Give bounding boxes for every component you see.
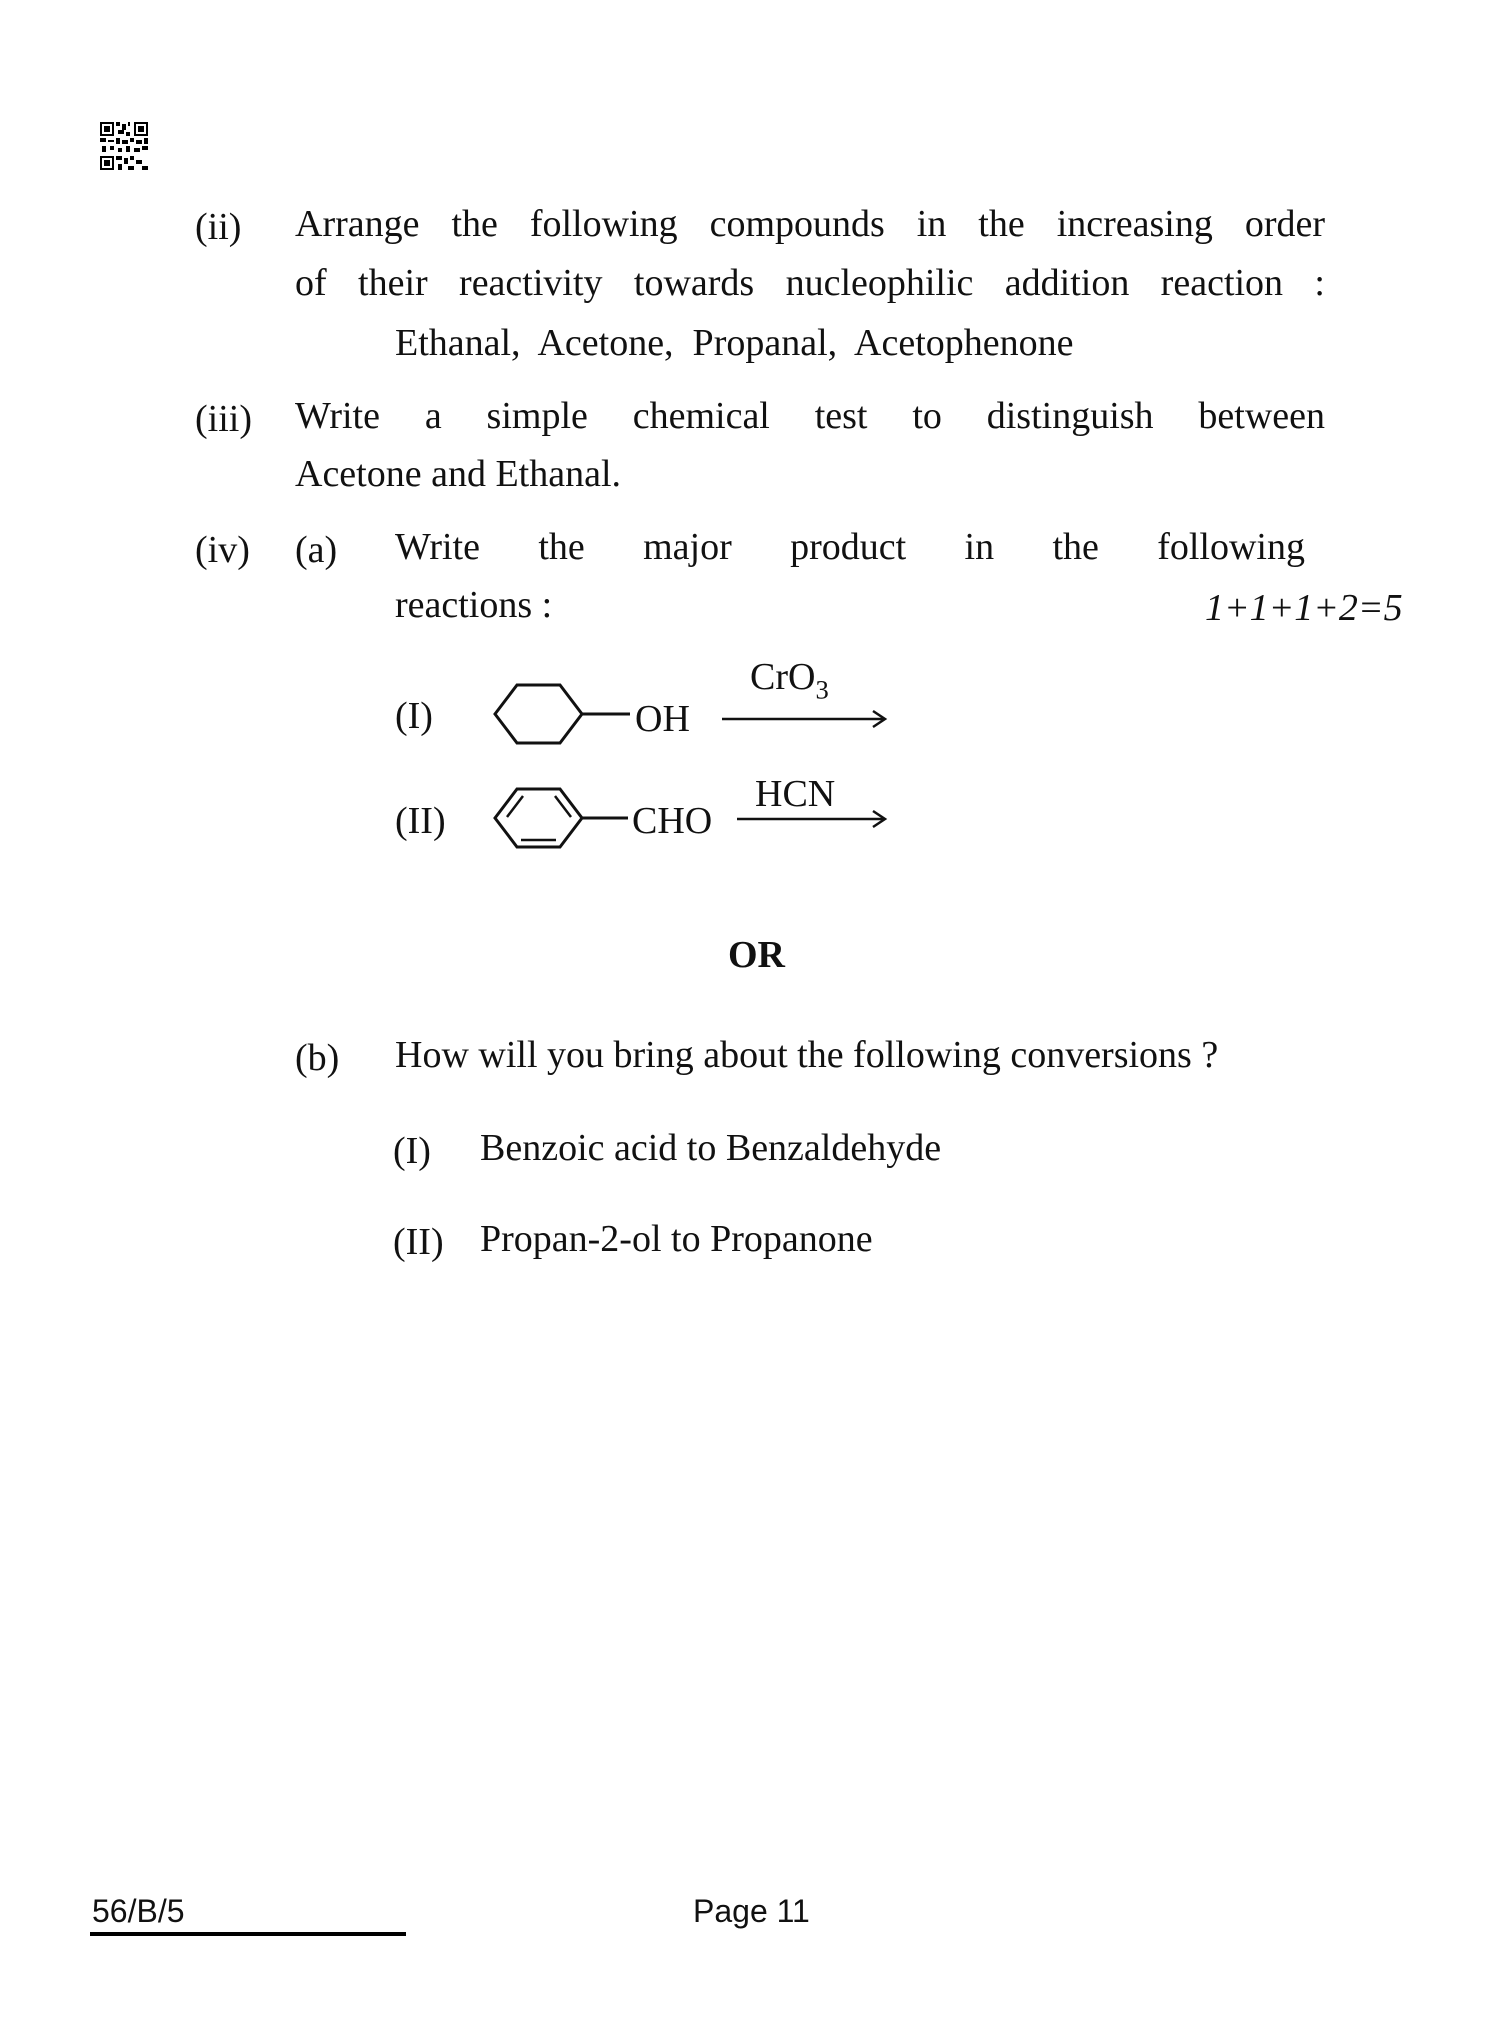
question-iv-b-label: (b) [295, 1037, 340, 1079]
question-ii-line2: of their reactivity towards nucleophilic addition reaction : [295, 262, 1325, 304]
or-separator: OR [728, 934, 785, 976]
question-ii-compounds: Ethanal, Acetone, Propanal, Acetophenone [395, 322, 1074, 364]
question-iv-a-line2: reactions : [395, 584, 553, 626]
question-iii-line2: Acetone and Ethanal. [295, 453, 622, 495]
question-iv-label: (iv) [195, 529, 250, 571]
marks-allocation: 1+1+1+2=5 [1205, 587, 1403, 629]
benzene-ring-icon [490, 784, 640, 854]
page-number: Page 11 [693, 1893, 810, 1929]
question-iv-b-text: How will you bring about the following conversions ? [395, 1034, 1219, 1076]
reaction-ii-reagent: HCN [755, 773, 836, 815]
question-iii-line1: Write a simple chemical test to distinguish between [295, 395, 1325, 437]
reaction-i-group: OH [635, 698, 690, 740]
reaction-i-reagent-subscript: 3 [815, 674, 829, 705]
question-iv-a-label: (a) [295, 529, 338, 571]
question-ii-label: (ii) [195, 206, 242, 248]
conversion-i-label: (I) [393, 1130, 431, 1172]
conversion-ii-label: (II) [393, 1221, 444, 1263]
reaction-ii-label: (II) [395, 800, 446, 842]
reaction-i-arrow-icon [720, 708, 890, 730]
reaction-ii-group: CHO [632, 800, 713, 842]
reaction-i-reagent [750, 655, 829, 705]
paper-code: 56/B/5 [92, 1893, 185, 1929]
question-iv-a-line1: Write the major product in the following [395, 526, 1305, 568]
conversion-ii-text: Propan-2-ol to Propanone [480, 1218, 873, 1260]
question-iii-label: (iii) [195, 398, 252, 440]
qr-code-icon [100, 122, 148, 170]
reaction-i-reagent-formula: CrO [750, 656, 816, 698]
cyclohexane-ring-icon [490, 680, 640, 750]
reaction-i-label: (I) [395, 695, 433, 737]
conversion-i-text: Benzoic acid to Benzaldehyde [480, 1127, 942, 1169]
footer-underline [90, 1932, 406, 1936]
reaction-ii-arrow-icon [735, 808, 890, 830]
question-ii-line1: Arrange the following compounds in the increasing order [295, 203, 1325, 245]
